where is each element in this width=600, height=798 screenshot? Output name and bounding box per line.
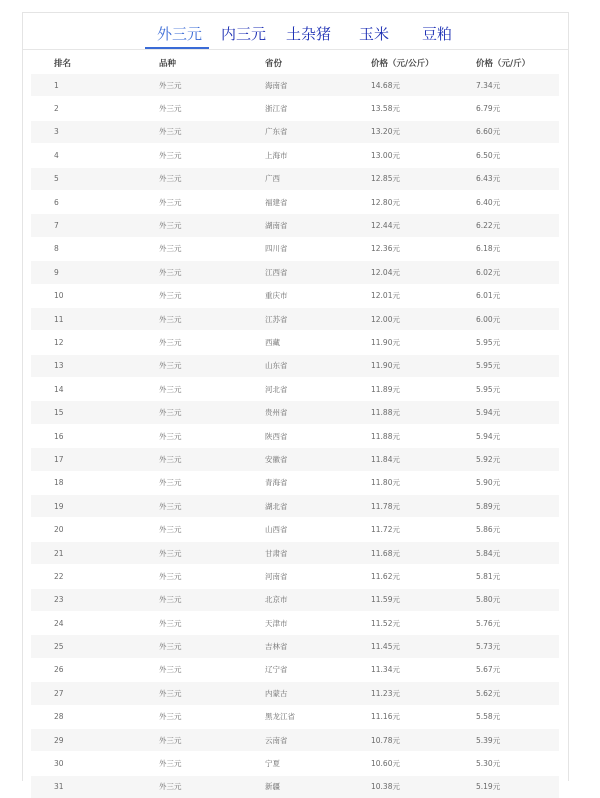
table-row xyxy=(31,401,559,424)
province-cell: 浙江省 xyxy=(242,97,348,120)
rank-cell: 15 xyxy=(31,401,136,424)
price-kg-cell: 12.44元 xyxy=(348,214,453,237)
price-kg-cell: 11.89元 xyxy=(348,378,453,401)
table-row xyxy=(31,588,559,611)
province-cell: 广西 xyxy=(242,167,348,190)
price-jin-cell: 5.94元 xyxy=(453,424,559,447)
table-row xyxy=(31,424,559,447)
rank-cell: 20 xyxy=(31,518,136,541)
variety-cell: 外三元 xyxy=(136,728,242,751)
price-kg-cell: 10.60元 xyxy=(348,752,453,775)
tab-waisanyuan[interactable]: 外三元 xyxy=(157,25,202,43)
rank-cell: 22 xyxy=(31,565,136,588)
rank-cell: 1 xyxy=(31,74,136,97)
rank-cell: 23 xyxy=(31,588,136,611)
price-jin-cell: 6.79元 xyxy=(453,97,559,120)
price-jin-cell: 5.80元 xyxy=(453,588,559,611)
province-cell: 广东省 xyxy=(242,120,348,143)
province-cell: 四川省 xyxy=(242,237,348,260)
price-jin-cell: 6.50元 xyxy=(453,144,559,167)
province-cell: 湖南省 xyxy=(242,214,348,237)
price-kg-cell: 11.88元 xyxy=(348,401,453,424)
tab-tuzazhu[interactable]: 土杂猪 xyxy=(286,25,331,43)
variety-cell: 外三元 xyxy=(136,775,242,798)
price-kg-cell: 11.16元 xyxy=(348,705,453,728)
table-row xyxy=(31,682,559,705)
variety-cell: 外三元 xyxy=(136,167,242,190)
variety-cell: 外三元 xyxy=(136,752,242,775)
header-variety: 品种 xyxy=(136,53,242,74)
price-kg-cell: 11.90元 xyxy=(348,331,453,354)
variety-cell: 外三元 xyxy=(136,401,242,424)
price-kg-cell: 13.58元 xyxy=(348,97,453,120)
price-jin-cell: 5.94元 xyxy=(453,401,559,424)
header-price-per-kg: 价格（元/公斤） xyxy=(348,53,453,74)
price-kg-cell: 11.52元 xyxy=(348,611,453,634)
tab-yumi[interactable]: 玉米 xyxy=(359,25,389,43)
table-row xyxy=(31,237,559,260)
active-tab-indicator xyxy=(145,47,209,49)
table-body xyxy=(31,74,559,798)
rank-cell: 14 xyxy=(31,378,136,401)
rank-cell: 3 xyxy=(31,120,136,143)
rank-cell: 8 xyxy=(31,237,136,260)
province-cell: 北京市 xyxy=(242,588,348,611)
variety-cell: 外三元 xyxy=(136,144,242,167)
variety-cell: 外三元 xyxy=(136,705,242,728)
rank-cell: 25 xyxy=(31,635,136,658)
province-cell: 山西省 xyxy=(242,518,348,541)
price-kg-cell: 11.80元 xyxy=(348,471,453,494)
price-jin-cell: 5.58元 xyxy=(453,705,559,728)
rank-cell: 30 xyxy=(31,752,136,775)
province-cell: 黑龙江省 xyxy=(242,705,348,728)
variety-cell: 外三元 xyxy=(136,588,242,611)
variety-cell: 外三元 xyxy=(136,635,242,658)
province-cell: 江苏省 xyxy=(242,307,348,330)
header-province: 省份 xyxy=(242,53,348,74)
province-cell: 辽宁省 xyxy=(242,658,348,681)
variety-cell: 外三元 xyxy=(136,214,242,237)
table-row xyxy=(31,74,559,97)
province-cell: 贵州省 xyxy=(242,401,348,424)
price-kg-cell: 10.38元 xyxy=(348,775,453,798)
variety-cell: 外三元 xyxy=(136,471,242,494)
table-row xyxy=(31,167,559,190)
variety-cell: 外三元 xyxy=(136,307,242,330)
rank-cell: 4 xyxy=(31,144,136,167)
header-price-per-jin: 价格（元/斤） xyxy=(453,53,559,74)
variety-cell: 外三元 xyxy=(136,448,242,471)
price-table xyxy=(31,53,559,798)
price-kg-cell: 14.68元 xyxy=(348,74,453,97)
rank-cell: 27 xyxy=(31,682,136,705)
price-kg-cell: 11.84元 xyxy=(348,448,453,471)
variety-cell: 外三元 xyxy=(136,331,242,354)
province-cell: 云南省 xyxy=(242,728,348,751)
variety-cell: 外三元 xyxy=(136,541,242,564)
price-jin-cell: 5.84元 xyxy=(453,541,559,564)
price-jin-cell: 7.34元 xyxy=(453,74,559,97)
rank-cell: 6 xyxy=(31,190,136,213)
header-rank: 排名 xyxy=(31,53,136,74)
price-kg-cell: 11.88元 xyxy=(348,424,453,447)
price-kg-cell: 12.36元 xyxy=(348,237,453,260)
variety-cell: 外三元 xyxy=(136,74,242,97)
province-cell: 河北省 xyxy=(242,378,348,401)
price-jin-cell: 5.92元 xyxy=(453,448,559,471)
table-row xyxy=(31,284,559,307)
table-row xyxy=(31,658,559,681)
tab-neisanyuan[interactable]: 内三元 xyxy=(221,25,266,43)
price-jin-cell: 5.67元 xyxy=(453,658,559,681)
table-row xyxy=(31,565,559,588)
price-kg-cell: 11.23元 xyxy=(348,682,453,705)
province-cell: 福建省 xyxy=(242,190,348,213)
price-kg-cell: 12.80元 xyxy=(348,190,453,213)
province-cell: 青海省 xyxy=(242,471,348,494)
rank-cell: 29 xyxy=(31,728,136,751)
variety-cell: 外三元 xyxy=(136,354,242,377)
rank-cell: 2 xyxy=(31,97,136,120)
price-jin-cell: 6.43元 xyxy=(453,167,559,190)
province-cell: 湖北省 xyxy=(242,495,348,518)
variety-cell: 外三元 xyxy=(136,97,242,120)
table-row xyxy=(31,331,559,354)
price-kg-cell: 11.90元 xyxy=(348,354,453,377)
rank-cell: 13 xyxy=(31,354,136,377)
price-jin-cell: 6.22元 xyxy=(453,214,559,237)
table-header-row xyxy=(31,53,559,74)
table-row xyxy=(31,261,559,284)
table-row xyxy=(31,354,559,377)
price-kg-cell: 11.62元 xyxy=(348,565,453,588)
variety-cell: 外三元 xyxy=(136,237,242,260)
price-jin-cell: 6.01元 xyxy=(453,284,559,307)
rank-cell: 9 xyxy=(31,261,136,284)
price-jin-cell: 5.19元 xyxy=(453,775,559,798)
variety-cell: 外三元 xyxy=(136,565,242,588)
variety-cell: 外三元 xyxy=(136,378,242,401)
rank-cell: 28 xyxy=(31,705,136,728)
table-row xyxy=(31,378,559,401)
rank-cell: 5 xyxy=(31,167,136,190)
table-row xyxy=(31,752,559,775)
table-row xyxy=(31,541,559,564)
price-jin-cell: 6.00元 xyxy=(453,307,559,330)
rank-cell: 16 xyxy=(31,424,136,447)
table-row xyxy=(31,144,559,167)
province-cell: 甘肃省 xyxy=(242,541,348,564)
variety-cell: 外三元 xyxy=(136,120,242,143)
price-kg-cell: 12.85元 xyxy=(348,167,453,190)
rank-cell: 18 xyxy=(31,471,136,494)
variety-cell: 外三元 xyxy=(136,611,242,634)
price-panel xyxy=(22,12,569,781)
variety-cell: 外三元 xyxy=(136,284,242,307)
table-row xyxy=(31,307,559,330)
variety-cell: 外三元 xyxy=(136,495,242,518)
price-kg-cell: 11.72元 xyxy=(348,518,453,541)
table-row xyxy=(31,190,559,213)
price-kg-cell: 13.20元 xyxy=(348,120,453,143)
variety-cell: 外三元 xyxy=(136,261,242,284)
province-cell: 山东省 xyxy=(242,354,348,377)
price-jin-cell: 5.39元 xyxy=(453,728,559,751)
price-kg-cell: 11.34元 xyxy=(348,658,453,681)
province-cell: 江西省 xyxy=(242,261,348,284)
price-jin-cell: 6.02元 xyxy=(453,261,559,284)
price-jin-cell: 5.76元 xyxy=(453,611,559,634)
price-kg-cell: 11.68元 xyxy=(348,541,453,564)
price-jin-cell: 6.60元 xyxy=(453,120,559,143)
price-jin-cell: 5.73元 xyxy=(453,635,559,658)
price-jin-cell: 5.95元 xyxy=(453,354,559,377)
province-cell: 宁夏 xyxy=(242,752,348,775)
variety-cell: 外三元 xyxy=(136,682,242,705)
table-row xyxy=(31,518,559,541)
table-row xyxy=(31,728,559,751)
rank-cell: 12 xyxy=(31,331,136,354)
province-cell: 重庆市 xyxy=(242,284,348,307)
province-cell: 内蒙古 xyxy=(242,682,348,705)
table-row xyxy=(31,775,559,798)
table-row xyxy=(31,120,559,143)
province-cell: 新疆 xyxy=(242,775,348,798)
province-cell: 陕西省 xyxy=(242,424,348,447)
province-cell: 吉林省 xyxy=(242,635,348,658)
price-kg-cell: 12.00元 xyxy=(348,307,453,330)
price-jin-cell: 6.40元 xyxy=(453,190,559,213)
table-row xyxy=(31,705,559,728)
province-cell: 河南省 xyxy=(242,565,348,588)
variety-cell: 外三元 xyxy=(136,658,242,681)
table-row xyxy=(31,448,559,471)
variety-cell: 外三元 xyxy=(136,424,242,447)
price-jin-cell: 5.62元 xyxy=(453,682,559,705)
price-jin-cell: 5.95元 xyxy=(453,378,559,401)
tab-bar xyxy=(23,13,568,50)
price-kg-cell: 12.01元 xyxy=(348,284,453,307)
province-cell: 安徽省 xyxy=(242,448,348,471)
price-kg-cell: 13.00元 xyxy=(348,144,453,167)
rank-cell: 17 xyxy=(31,448,136,471)
price-jin-cell: 6.18元 xyxy=(453,237,559,260)
price-kg-cell: 11.45元 xyxy=(348,635,453,658)
variety-cell: 外三元 xyxy=(136,190,242,213)
table-row xyxy=(31,471,559,494)
price-jin-cell: 5.90元 xyxy=(453,471,559,494)
price-jin-cell: 5.89元 xyxy=(453,495,559,518)
rank-cell: 26 xyxy=(31,658,136,681)
rank-cell: 31 xyxy=(31,775,136,798)
tab-doupo[interactable]: 豆粕 xyxy=(422,25,452,43)
rank-cell: 21 xyxy=(31,541,136,564)
rank-cell: 10 xyxy=(31,284,136,307)
rank-cell: 7 xyxy=(31,214,136,237)
price-kg-cell: 11.59元 xyxy=(348,588,453,611)
table-row xyxy=(31,635,559,658)
province-cell: 海南省 xyxy=(242,74,348,97)
province-cell: 天津市 xyxy=(242,611,348,634)
price-jin-cell: 5.95元 xyxy=(453,331,559,354)
table-row xyxy=(31,495,559,518)
province-cell: 上海市 xyxy=(242,144,348,167)
price-kg-cell: 10.78元 xyxy=(348,728,453,751)
rank-cell: 24 xyxy=(31,611,136,634)
rank-cell: 11 xyxy=(31,307,136,330)
province-cell: 西藏 xyxy=(242,331,348,354)
table-row xyxy=(31,611,559,634)
table-row xyxy=(31,214,559,237)
price-kg-cell: 11.78元 xyxy=(348,495,453,518)
price-jin-cell: 5.30元 xyxy=(453,752,559,775)
table-row xyxy=(31,97,559,120)
rank-cell: 19 xyxy=(31,495,136,518)
price-jin-cell: 5.81元 xyxy=(453,565,559,588)
price-kg-cell: 12.04元 xyxy=(348,261,453,284)
price-jin-cell: 5.86元 xyxy=(453,518,559,541)
variety-cell: 外三元 xyxy=(136,518,242,541)
